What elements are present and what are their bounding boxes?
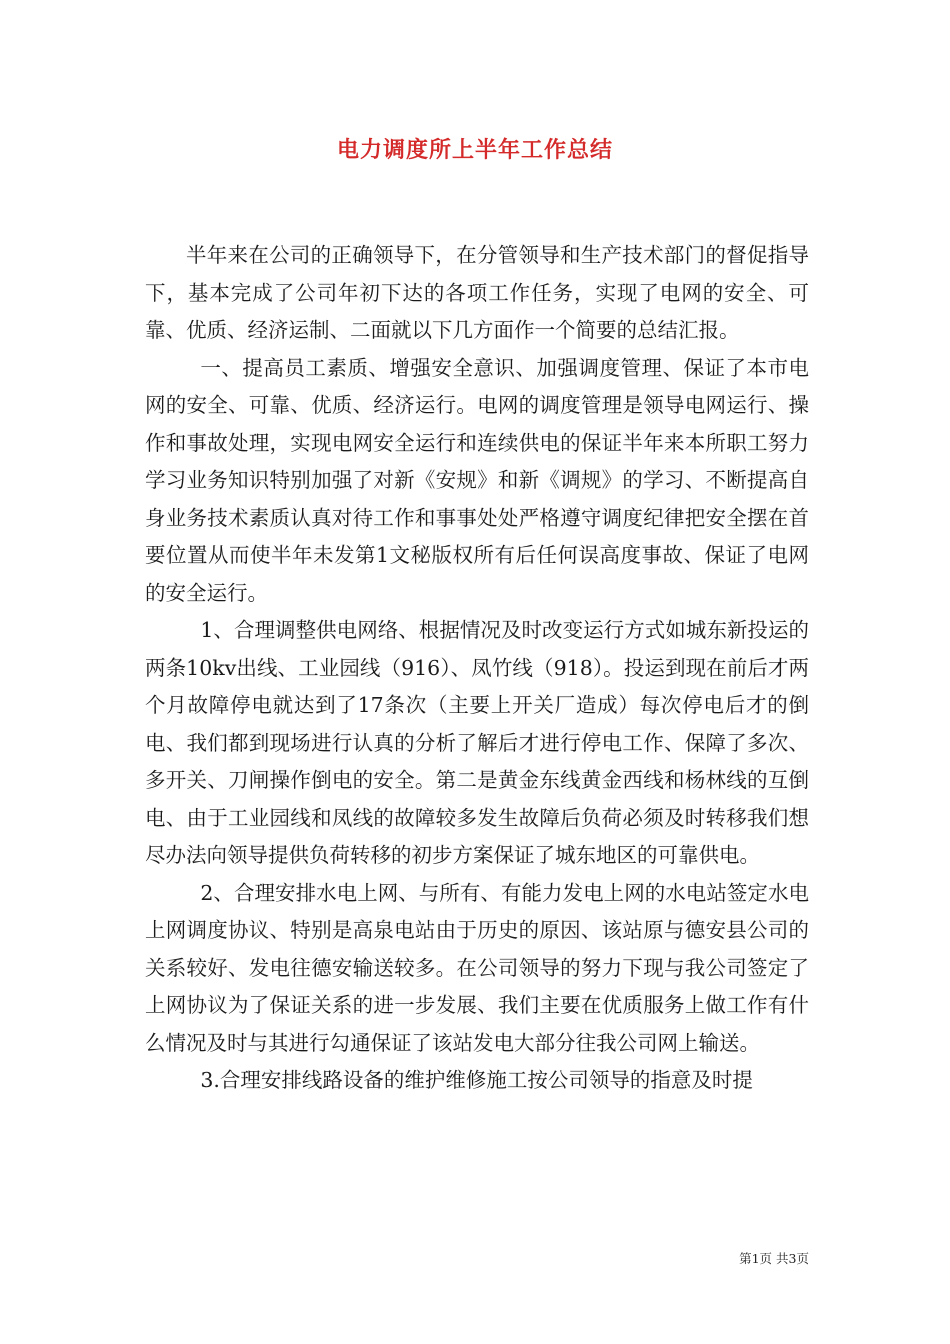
paragraph-item-1: 1、合理调整供电网络、根据情况及时改变运行方式如城东新投运的两条10kv出线、工业园线（916）、凤竹线（918）。投运到现在前后才两个月故障停电就达到了17条次（主要上开关厂造成）每次停电后才的倒电、我们都到现场进行认真的分析了解后才进行停电工作、保障了多次、多开关、刀闸操作倒电的安全。第二是黄金东线黄金西线和杨林线的互倒电、由于工业园线和凤线的故障较多发生故障后负荷必须及时转移我们想尽办法向领导提供负荷转移的初步方案保证了城东地区的可靠供电。 xyxy=(145,618,809,867)
paragraph-item-3: 3.合理安排线路设备的维护维修施工按公司领导的指意及时提 xyxy=(200,1068,753,1092)
paragraph-item-2: 2、合理安排水电上网、与所有、有能力发电上网的水电站签定水电上网调度协议、特别是高泉电站由于历史的原因、该站原与德安县公司的关系较好、发电往德安输送较多。在公司领导的努力下现与我公司签定了上网协议为了保证关系的进一步发展、我们主要在优质服务上做工作有什么情况及时与其进行勾通保证了该站发电大部分往我公司网上输送。 xyxy=(145,880,809,1055)
paragraph-intro: 半年来在公司的正确领导下，在分管领导和生产技术部门的督促指导下，基本完成了公司年初下达的各项工作任务，实现了电网的安全、可靠、优质、经济运制、二面就以下几方面作一个简要的总结汇报。 xyxy=(145,243,809,342)
page-number: 第1页 共3页 xyxy=(739,1251,809,1266)
document-title: 电力调度所上半年工作总结 xyxy=(336,138,613,163)
paragraph-section-1: 一、提高员工素质、增强安全意识、加强调度管理、保证了本市电网的安全、可靠、优质、经济运行。电网的调度管理是领导电网运行、操作和事故处理，实现电网安全运行和连续供电的保证半年来本所职工努力学习业务知识特别加强了对新《安规》和新《调规》的学习、不断提高自身业务技术素质认真对待工作和事事处处严格遵守调度纪律把安全摆在首要位置从而使半年未发第1文秘版权所有后任何误高度事故、保证了电网的安全运行。 xyxy=(145,355,809,605)
document-body xyxy=(145,237,809,1100)
